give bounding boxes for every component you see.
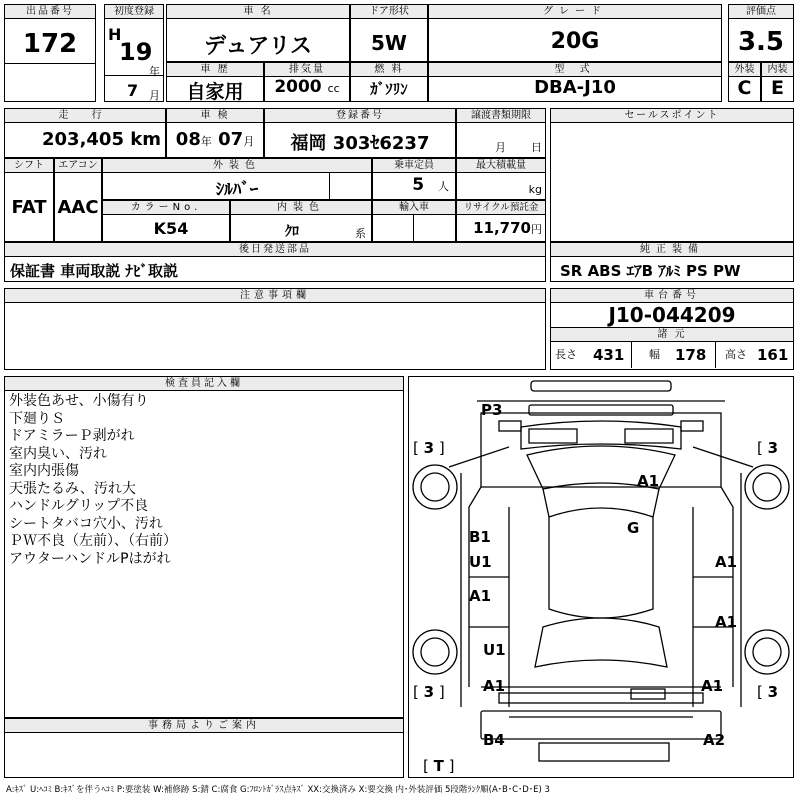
interior-color-box	[230, 200, 372, 242]
inspector-note: 天張たるみ、汚れ大	[9, 480, 136, 497]
damage-label: U1	[483, 641, 506, 659]
model-box	[428, 62, 722, 102]
score-box	[728, 4, 794, 62]
caution-box	[4, 288, 546, 370]
inspection-month-unit: 月	[243, 135, 255, 148]
equipment-label: 純正装備	[551, 243, 793, 257]
score-label: 評価点	[729, 5, 793, 19]
history-box	[166, 62, 264, 102]
mileage-box	[4, 108, 166, 158]
shift-box	[4, 158, 54, 242]
lot-number-box	[4, 4, 96, 102]
exterior-color-box	[102, 158, 372, 200]
inspector-note: 外装色あせ、小傷有り	[9, 393, 149, 409]
history: 自家用	[186, 81, 244, 103]
damage-label: A1	[715, 613, 738, 631]
office-box	[4, 718, 404, 778]
inspector-note: 室内内張傷	[9, 463, 79, 479]
mileage-label: 走 行	[5, 109, 165, 123]
displacement-label: 排気量	[265, 63, 349, 77]
color-no-label: カラーNo.	[103, 201, 229, 215]
tire-rear-right: [ 3	[757, 683, 779, 701]
interior-color: ｸﾛ	[285, 224, 299, 240]
damage-label: A1	[469, 587, 492, 605]
inspector-label: 検査員記入欄	[5, 377, 403, 391]
interior-score-label: 内装	[762, 63, 793, 77]
month-unit: 月	[149, 89, 160, 102]
fuel: ｶﾞｿﾘﾝ	[370, 80, 408, 98]
max-load-unit: kg	[528, 183, 542, 196]
max-load-label: 最大積載量	[457, 159, 545, 173]
import-label: 輸入車	[373, 201, 455, 215]
damage-label: A1	[637, 472, 660, 490]
plate-label: 登録番号	[265, 109, 455, 123]
sales-point-box	[550, 108, 794, 242]
displacement: 2000	[274, 77, 322, 97]
capacity-unit: 人	[438, 180, 449, 193]
fuel-box	[350, 62, 428, 102]
equipment-box	[550, 242, 794, 282]
reg-year: 19	[119, 38, 153, 66]
history-label: 車 歴	[167, 63, 263, 77]
interior-score-box	[761, 62, 794, 102]
aircon: AAC	[57, 197, 99, 218]
damage-label: P3	[481, 401, 503, 419]
lot-number: 172	[22, 29, 78, 59]
inspector-note: ハンドルグリップ不良	[9, 498, 149, 514]
transfer-box	[456, 108, 546, 158]
score: 3.5	[737, 27, 785, 57]
damage-label: A1	[701, 677, 724, 695]
displacement-unit: cc	[327, 82, 340, 95]
car-name: デュアリス	[203, 34, 313, 59]
spare-tire: [ T ]	[423, 757, 455, 775]
exterior-score-box	[728, 62, 761, 102]
door-type: 5W	[371, 31, 407, 55]
recycle-label: リサイクル預託金	[457, 201, 545, 215]
import-box	[372, 200, 456, 242]
later-parts-label: 後日発送部品	[5, 243, 545, 257]
grade-box	[428, 4, 722, 62]
plate-box	[264, 108, 456, 158]
height-label: 高さ	[725, 348, 747, 361]
capacity-label: 乗車定員	[373, 159, 455, 173]
inspection-label: 車 検	[167, 109, 263, 123]
tire-rear-left: [ 3 ]	[413, 683, 445, 701]
transfer-day-unit: 日	[531, 141, 542, 154]
fuel-label: 燃 料	[351, 63, 427, 77]
chassis-box	[550, 288, 794, 370]
model-label: 型 式	[429, 63, 721, 77]
inspector-note: 下廻りＳ	[9, 410, 65, 427]
first-registration-box	[104, 4, 164, 102]
car-name-box	[166, 4, 350, 62]
mileage: 203,405	[42, 129, 124, 150]
year-unit: 年	[149, 65, 160, 78]
caution-label: 注意事項欄	[5, 289, 545, 303]
spec-label: 諸 元	[551, 328, 793, 342]
mileage-unit: km	[130, 129, 161, 150]
later-parts-box	[4, 242, 546, 282]
transfer-label: 譲渡書類期限	[457, 109, 545, 123]
inspection-box	[166, 108, 264, 158]
inspector-box	[4, 376, 404, 718]
car-diagram	[408, 376, 794, 778]
shift: FAT	[11, 197, 47, 218]
interior-score: E	[771, 77, 784, 99]
max-load-box	[456, 158, 546, 200]
exterior-score-label: 外装	[729, 63, 760, 77]
era: H	[108, 25, 122, 44]
damage-label: A1	[483, 677, 506, 695]
inspection-year: 08	[175, 129, 201, 150]
inspector-note: ＰＷ不良（左前）、（右前）	[9, 533, 177, 549]
inspector-note: シートタバコ穴小、汚れ	[9, 515, 163, 532]
width-label: 幅	[649, 348, 660, 361]
recycle-box	[456, 200, 546, 242]
damage-label: A1	[715, 553, 738, 571]
shift-label: シフト	[5, 159, 53, 173]
later-parts: 保証書 車両取説 ﾅﾋﾞ取説	[10, 262, 178, 280]
color-no-box	[102, 200, 230, 242]
displacement-box	[264, 62, 350, 102]
transfer-month-unit: 月	[495, 141, 506, 154]
damage-label: A2	[703, 731, 726, 749]
capacity: 5	[412, 175, 425, 195]
chassis-number: J10-044209	[551, 303, 793, 328]
damage-label: B4	[483, 731, 505, 749]
exterior-color-label: 外装色	[103, 159, 371, 173]
first-registration-label: 初度登録	[105, 5, 163, 19]
aircon-label: エアコン	[55, 159, 101, 173]
inspector-note: 室内臭い、汚れ	[9, 445, 107, 462]
chassis-label: 車台番号	[551, 289, 793, 303]
door-box	[350, 4, 428, 62]
color-no: K54	[153, 219, 189, 238]
grade-label: グレード	[429, 5, 721, 19]
lot-number-label: 出品番号	[5, 5, 95, 19]
inspection-year-unit: 年	[200, 135, 212, 148]
door-label: ドア形状	[351, 5, 427, 19]
equipment: SR ABS ｴｱB ｱﾙﾐ PS PW	[560, 262, 741, 280]
damage-label: G	[627, 519, 640, 537]
inspection-month: 07	[218, 129, 244, 150]
model: DBA-J10	[534, 77, 616, 98]
length: 431	[593, 346, 625, 364]
damage-label: U1	[469, 553, 492, 571]
recycle-unit: 円	[531, 223, 542, 236]
inspector-note: ドアミラーＰ剥がれ	[9, 428, 135, 444]
interior-color-unit: 系	[355, 227, 366, 240]
tire-front-right: [ 3	[757, 439, 779, 457]
capacity-box	[372, 158, 456, 200]
height: 161	[757, 346, 789, 364]
inspector-note: アウターハンドルPはがれ	[9, 550, 171, 567]
car-name-label: 車 名	[167, 5, 349, 19]
length-label: 長さ	[555, 348, 577, 361]
office-label: 事務局よりご案内	[5, 719, 403, 733]
width: 178	[675, 346, 707, 364]
recycle-fee: 11,770	[473, 219, 531, 237]
plate-number: 福岡 303ｾ6237	[290, 133, 430, 154]
exterior-score: C	[737, 77, 752, 99]
grade: 20G	[550, 29, 600, 54]
exterior-color: ｼﾙﾊﾞｰ	[215, 180, 259, 200]
reg-month: 7	[127, 81, 139, 100]
legend: A:ｷｽﾞ U:ﾍｺﾐ B:ｷｽﾞを伴うﾍｺﾐ P:要塗装 W:補修跡 S:錆 C:腐食 G:ﾌﾛﾝﾄｶﾞﾗｽ点ｷｽﾞ XX:交換済み X:要交換 内･外装評価 5段階ﾗﾝｸ順(A･B･C･D･E) 3	[6, 785, 550, 795]
tire-front-left: [ 3 ]	[413, 439, 445, 457]
aircon-box	[54, 158, 102, 242]
damage-label: B1	[469, 528, 491, 546]
sales-point-label: セールスポイント	[551, 109, 793, 123]
interior-color-label: 内装色	[231, 201, 371, 215]
car-outline	[409, 377, 793, 777]
